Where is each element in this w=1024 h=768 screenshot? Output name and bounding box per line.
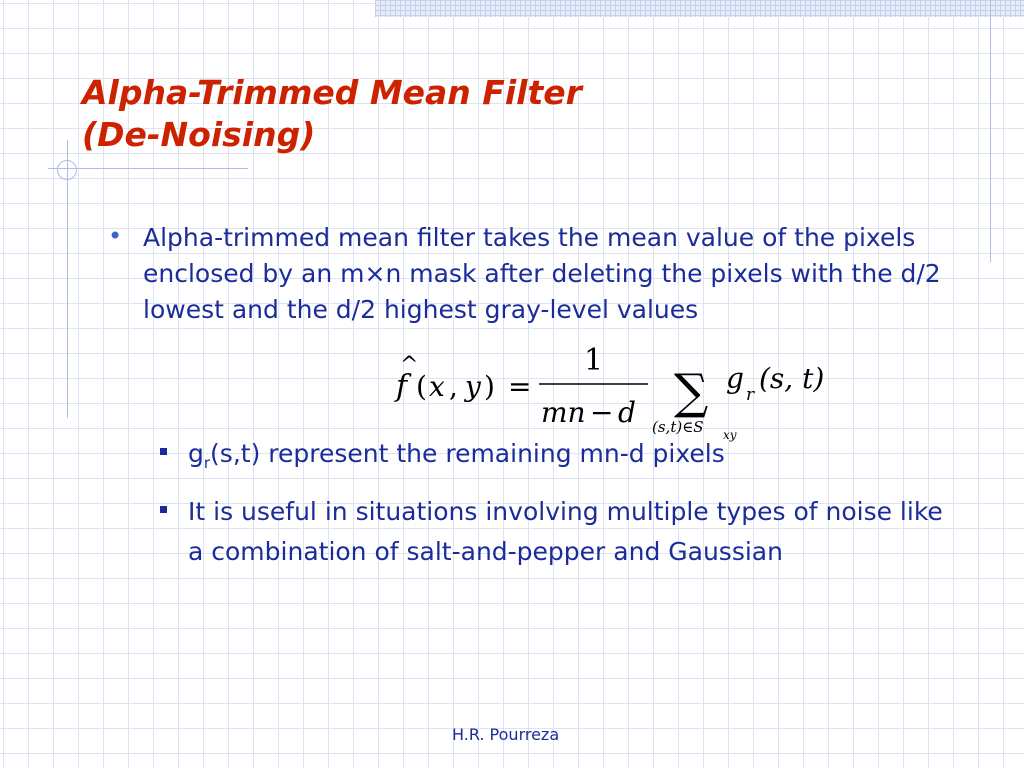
formula-sum-index: (s,t)∈S (652, 418, 704, 436)
main-bullet-text: Alpha-trimmed mean filter takes the mean value of the pixels enclosed by an m×n mask after deleting the pixels with the d/2 lowest and the d/2 highest gray-level values (143, 223, 941, 324)
formula-equals: = (508, 370, 532, 403)
footer-author: H.R. Pourreza (452, 725, 560, 744)
sub-bullet-1-rest: (s,t) represent the remaining mn-d pixels (210, 439, 725, 468)
alpha-trimmed-mean-formula (386, 336, 836, 448)
formula-denominator-d: d (618, 396, 636, 429)
formula-sigma: ∑ (674, 364, 709, 420)
formula-numerator: 1 (584, 343, 604, 378)
title-underline-rule (48, 168, 248, 169)
sub-bullet-1-subscript-r: r (203, 454, 211, 472)
right-vertical-rule (990, 0, 991, 262)
top-decorative-band (375, 0, 1024, 17)
formula-lhs-open-paren: ( (416, 370, 427, 403)
sub-bullet-1-g: g (188, 439, 204, 468)
sub-bullet-1-marker (160, 448, 167, 455)
formula-lhs-f: f (396, 369, 408, 404)
formula-term-g: g (726, 362, 744, 395)
slide-title (82, 72, 582, 156)
rule-ring-ornament (57, 160, 77, 180)
left-vertical-rule (67, 140, 68, 418)
formula-sum-index-sub: xy (723, 428, 737, 442)
formula-lhs-x: x (429, 370, 445, 403)
formula-lhs-close-paren: ) (484, 370, 495, 403)
formula-term-args: (s, t) (759, 362, 825, 395)
sub-bullet-2-text: It is useful in situations involving multiple types of noise like a combination of salt-and-pepper and Gaussian (188, 497, 943, 566)
sub-bullet-1-text (188, 434, 958, 474)
formula-lhs-y: y (465, 370, 481, 403)
formula-denominator-minus: − (590, 396, 614, 429)
main-bullet-dot: • (108, 222, 123, 250)
sub-bullet-2-marker (160, 506, 167, 513)
formula-hat: ^ (400, 353, 419, 378)
slide-title-line-1: Alpha-Trimmed Mean Filter (82, 73, 582, 112)
formula-term-r: r (746, 385, 755, 405)
formula-lhs-comma: , (449, 370, 458, 403)
slide-title-line-2: (De-Noising) (82, 115, 316, 154)
formula-denominator-mn: mn (541, 396, 586, 429)
